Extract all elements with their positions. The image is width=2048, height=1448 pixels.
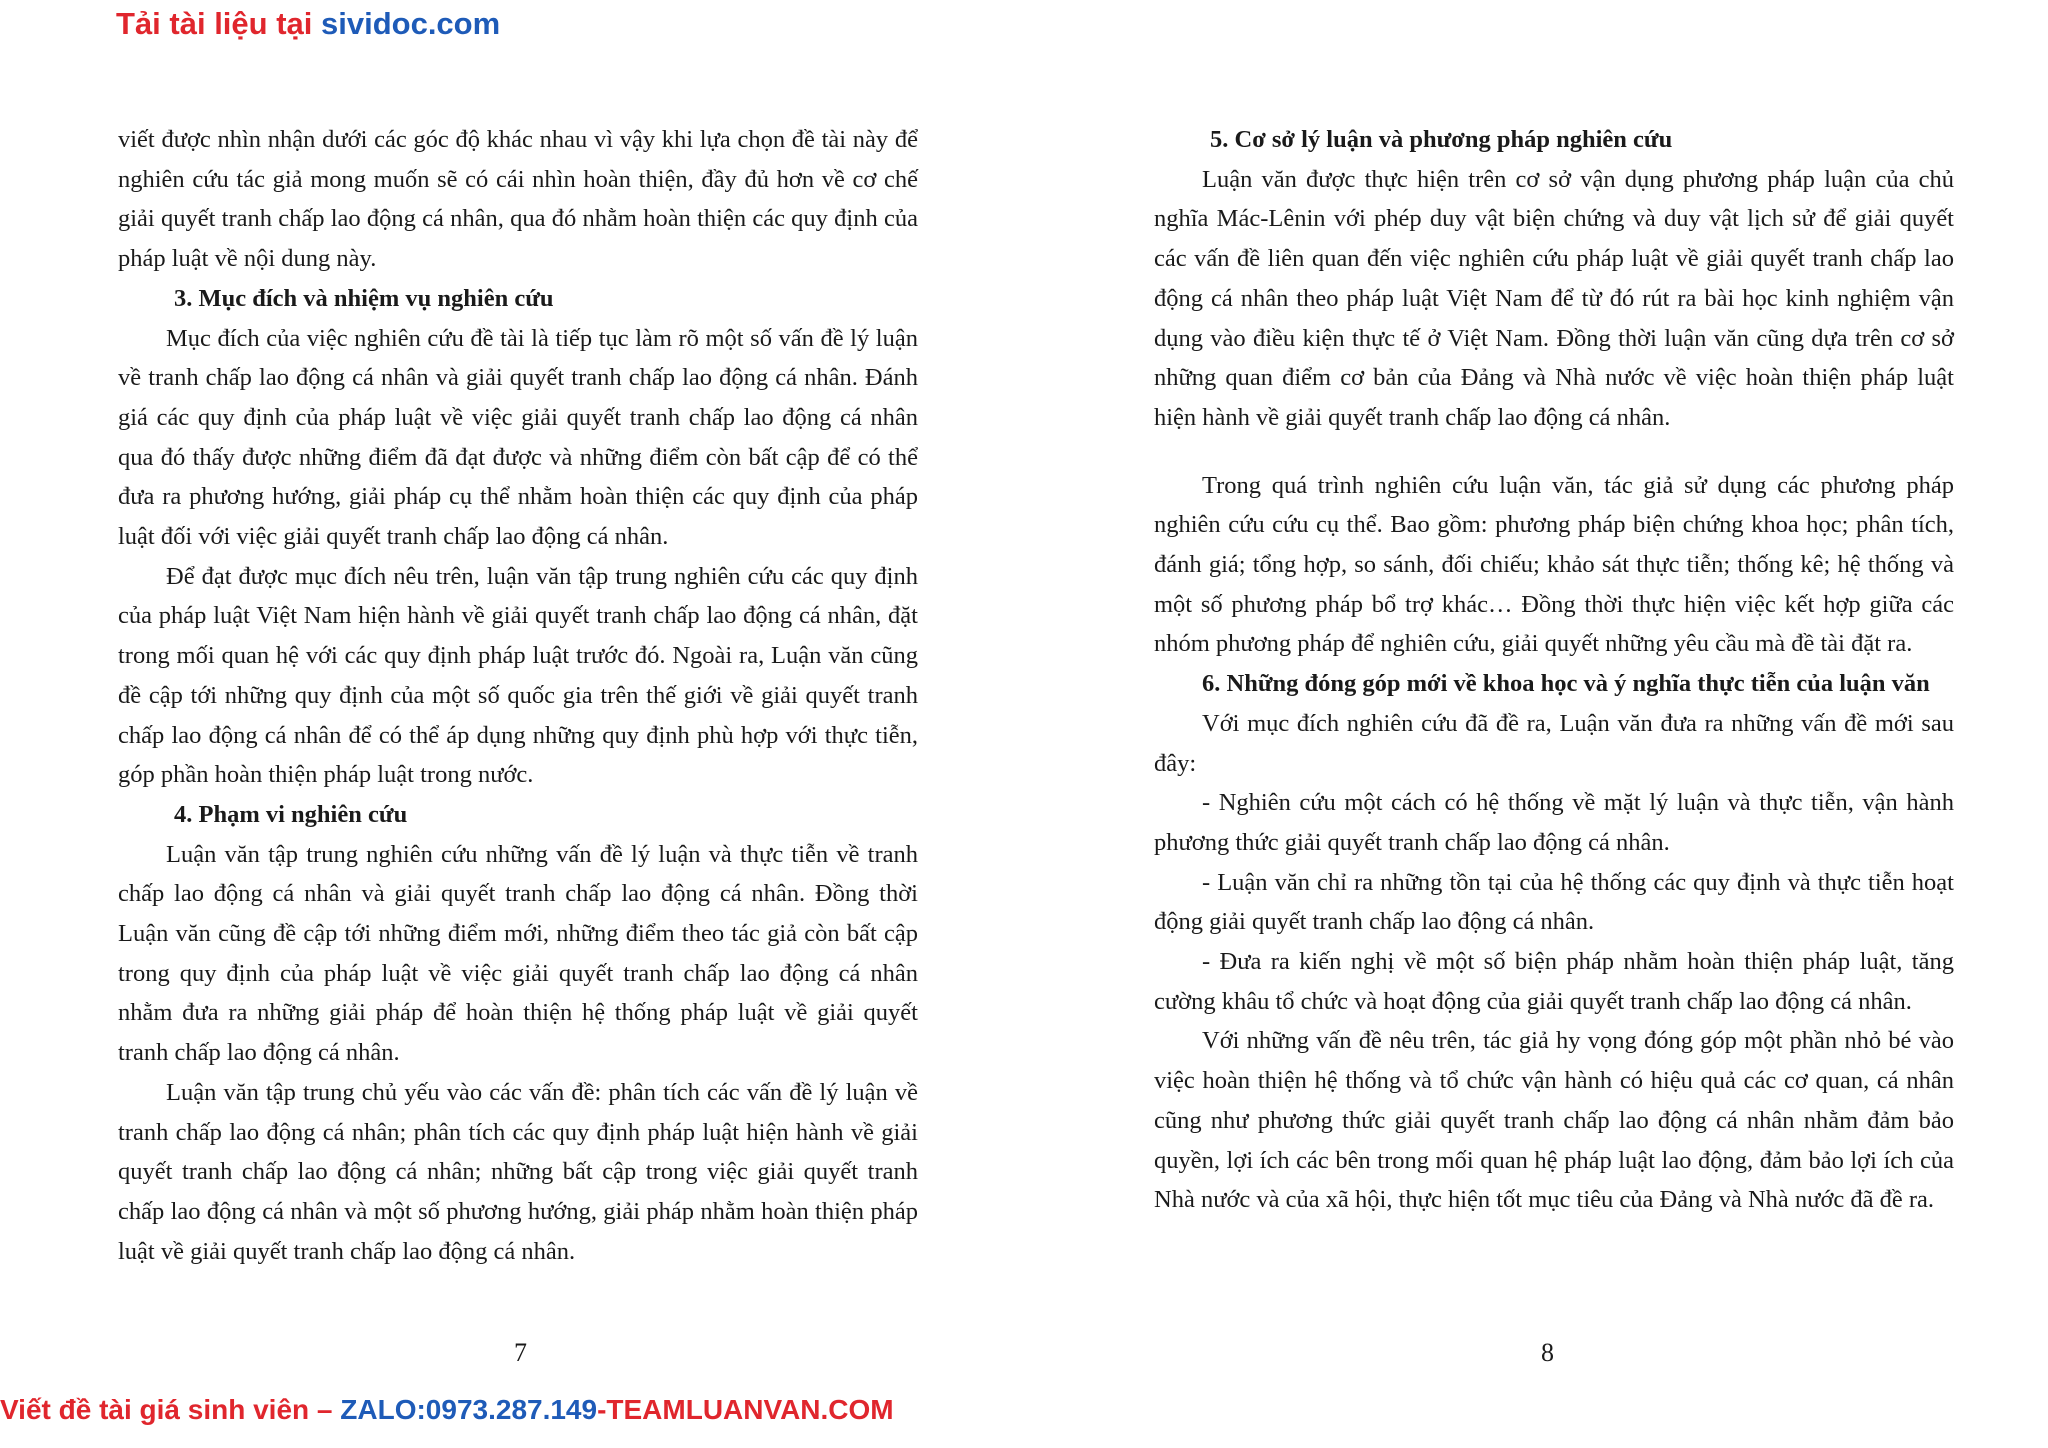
top-banner-prefix: Tải tài liệu tại [116,6,321,41]
list-item: - Nghiên cứu một cách có hệ thống về mặt lý luận và thực tiễn, vận hành phương thức giải quyết tranh chấp lao động cá nhân. [1154,789,1954,856]
paragraph: viết được nhìn nhận dưới các góc độ khác nhau vì vậy khi lựa chọn đề tài này để nghiên cứu tác giả mong muốn sẽ có cái nhìn hoàn thiện, đầy đủ hơn về cơ chế giải quyết tranh chấp lao động cá nhân, qua đó nhằm hoàn thiện các quy định của pháp luật về nội dung này. [118,126,918,273]
top-banner-site-link[interactable]: sividoc.com [321,6,501,41]
paragraph: Luận văn được thực hiện trên cơ sở vận dụng phương pháp luận của chủ nghĩa Mác-Lênin với phép duy vật biện chứng và duy vật lịch sử để giải quyết các vấn đề liên quan đến việc nghiên cứu pháp luật về giải quyết tranh chấp lao động cá nhân theo pháp luật Việt Nam để từ đó rút ra bài học kinh nghiệm vận dụng vào điều kiện thực tế ở Việt Nam. Đồng thời luận văn cũng dựa trên cơ sở những quan điểm cơ bản của Đảng và Nhà nước về việc hoàn thiện pháp luật hiện hành về giải quyết tranh chấp lao động cá nhân. [1154,165,1954,431]
paragraph-gap [1154,438,1954,466]
bottom-banner-site-link[interactable]: -TEAMLUANVAN.COM [597,1394,894,1425]
paragraph: Với những vấn đề nêu trên, tác giả hy vọng đóng góp một phần nhỏ bé vào việc hoàn thiện hệ thống và tổ chức vận hành có hiệu quả các cơ quan, cá nhân cũng như phương thức giải quyết tranh chấp lao động cá nhân nhằm đảm bảo quyền, lợi ích các bên trong mối quan hệ pháp luật lao động, đảm bảo lợi ích của Nhà nước và của xã hội, thực hiện tốt mục tiêu của Đảng và Nhà nước đã đề ra. [1154,1027,1954,1214]
paragraph: Luận văn tập trung chủ yếu vào các vấn đề: phân tích các vấn đề lý luận về tranh chấp lao động cá nhân; phân tích các quy định pháp luật hiện hành về giải quyết tranh chấp lao động cá nhân; những bất cập trong việc giải quyết tranh chấp lao động cá nhân và một số phương hướng, giải pháp nhằm hoàn thiện pháp luật về giải quyết tranh chấp lao động cá nhân. [118,1078,918,1265]
paragraph: Trong quá trình nghiên cứu luận văn, tác giả sử dụng các phương pháp nghiên cứu cứu cụ thể. Bao gồm: phương pháp biện chứng khoa học; phân tích, đánh giá; tổng hợp, so sánh, đối chiếu; khảo sát thực tiễn; thống kê; hệ thống và một số phương pháp bổ trợ khác… Đồng thời thực hiện việc kết hợp giữa các nhóm phương pháp để nghiên cứu, giải quyết những yêu cầu mà đề tài đặt ra. [1154,471,1954,658]
section-heading: 5. Cơ sở lý luận và phương pháp nghiên cứu [1210,126,1673,153]
paragraph: Luận văn tập trung nghiên cứu những vấn đề lý luận và thực tiễn về tranh chấp lao động cá nhân và giải quyết tranh chấp lao động cá nhân. Đồng thời Luận văn cũng đề cập tới những điểm mới, những điểm theo tác giả còn bất cập trong quy định của pháp luật về việc giải quyết tranh chấp lao động cá nhân nhằm đưa ra những giải pháp để hoàn thiện hệ thống pháp luật về giải quyết tranh chấp lao động cá nhân. [118,840,918,1067]
paragraph: Mục đích của việc nghiên cứu đề tài là tiếp tục làm rõ một số vấn đề lý luận về tranh chấp lao động cá nhân và giải quyết tranh chấp lao động cá nhân. Đánh giá các quy định của pháp luật về việc giải quyết tranh chấp lao động cá nhân qua đó thấy được những điểm đã đạt được và những điểm còn bất cập để có thể đưa ra phương hướng, giải pháp cụ thể nhằm hoàn thiện các quy định của pháp luật đối với việc giải quyết tranh chấp lao động cá nhân. [118,324,918,551]
right-page-body [1154,120,1954,1220]
list-item: - Luận văn chỉ ra những tồn tại của hệ thống các quy định và thực tiễn hoạt động giải quyết tranh chấp lao động cá nhân. [1154,868,1954,936]
paragraph: Với mục đích nghiên cứu đã đề ra, Luận văn đưa ra những vấn đề mới sau đây: [1154,709,1954,777]
page-number-left: 7 [514,1338,527,1367]
bottom-banner-text: Viết đề tài giá sinh viên – [0,1394,341,1425]
left-page-body [118,120,918,1271]
bottom-banner[interactable] [0,1394,894,1426]
top-banner[interactable] [116,6,500,42]
bottom-banner-zalo[interactable]: ZALO:0973.287.149 [340,1394,598,1425]
section-heading: 3. Mục đích và nhiệm vụ nghiên cứu [174,284,554,312]
page-number-right: 8 [1541,1338,1554,1367]
section-heading: 6. Những đóng góp mới về khoa học và ý nghĩa thực tiễn của luận văn [1202,670,1930,698]
paragraph: Để đạt được mục đích nêu trên, luận văn tập trung nghiên cứu các quy định của pháp luật Việt Nam hiện hành về giải quyết tranh chấp lao động cá nhân, đặt trong mối quan hệ với các quy định pháp luật trước đó. Ngoài ra, Luận văn cũng đề cập tới những quy định của một số quốc gia trên thế giới về giải quyết tranh chấp lao động cá nhân để có thể áp dụng những quy định phù hợp với thực tiễn, góp phần hoàn thiện pháp luật trong nước. [118,562,918,789]
section-heading: 4. Phạm vi nghiên cứu [174,800,408,828]
list-item: - Đưa ra kiến nghị về một số biện pháp nhằm hoàn thiện pháp luật, tăng cường khâu tổ chức và hoạt động của giải quyết tranh chấp lao động cá nhân. [1154,948,1954,1015]
